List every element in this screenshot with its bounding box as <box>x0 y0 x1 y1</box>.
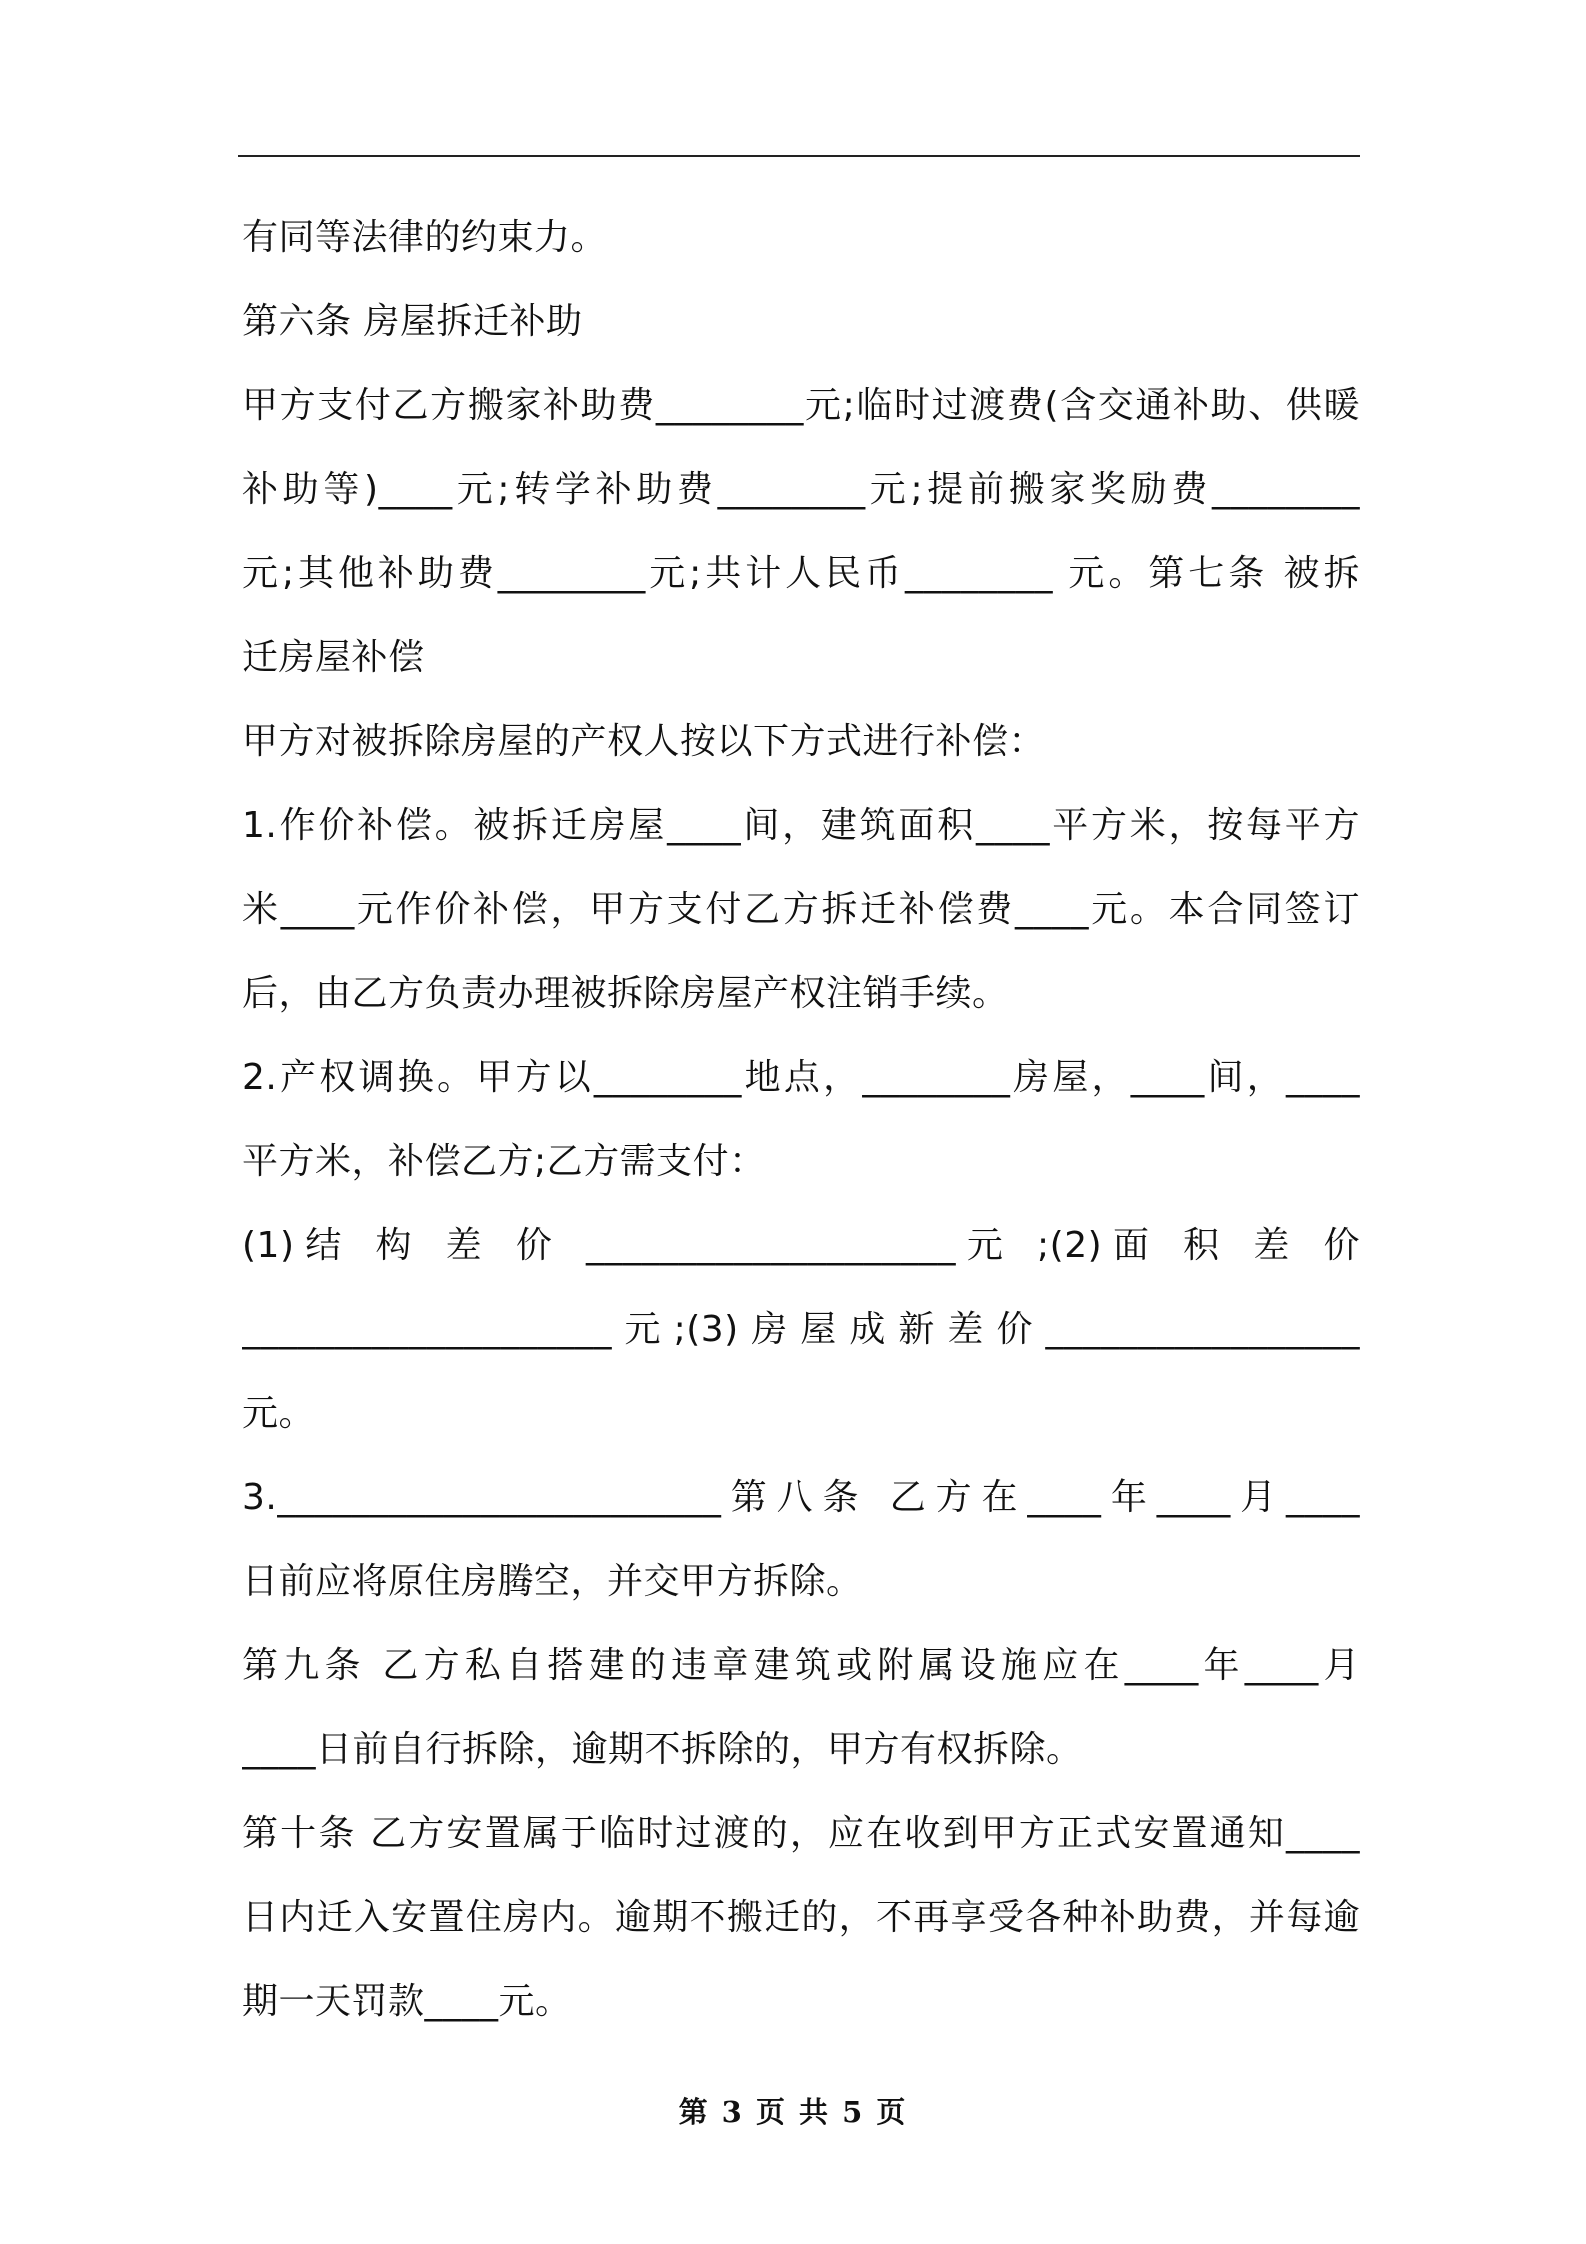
text-line: 2.产权调换。甲方以________地点，________房屋，____间，____ <box>242 1057 1360 1098</box>
header-divider <box>238 155 1360 157</box>
text-line: 米____元作价补偿，甲方支付乙方拆迁补偿费____元。本合同签订 <box>242 889 1360 930</box>
text-line: ____________________元;(3)房屋成新差价_________________ <box>242 1309 1360 1350</box>
text-line: 平方米，补偿乙方;乙方需支付： <box>242 1141 766 1182</box>
text-line: 3.________________________第八条 乙方在____年____月____ <box>242 1477 1360 1518</box>
text-line: 有同等法律的约束力。 <box>242 217 608 258</box>
text-line: 后，由乙方负责办理被拆除房屋产权注销手续。 <box>242 973 1009 1014</box>
text-line: 补助等)____元;转学补助费________元;提前搬家奖励费________ <box>242 469 1360 510</box>
text-line: ____日前自行拆除，逾期不拆除的，甲方有权拆除。 <box>242 1729 1083 1770</box>
section-heading: 迁房屋补偿 <box>242 637 425 678</box>
section-heading: 第六条 房屋拆迁补助 <box>242 301 583 342</box>
text-line: 第九条 乙方私自搭建的违章建筑或附属设施应在____年____月 <box>242 1645 1360 1686</box>
text-line: 甲方支付乙方搬家补助费________元;临时过渡费(含交通补助、供暖 <box>242 385 1360 426</box>
text-line: 期一天罚款____元。 <box>242 1981 572 2022</box>
text-line: 元。 <box>242 1393 316 1434</box>
text-line: 元;其他补助费________元;共计人民币________ 元。第七条 被拆 <box>242 553 1360 594</box>
text-line: 第十条 乙方安置属于临时过渡的，应在收到甲方正式安置通知____ <box>242 1813 1360 1854</box>
text-line: 甲方对被拆除房屋的产权人按以下方式进行补偿： <box>242 721 1046 762</box>
text-line: 日前应将原住房腾空，并交甲方拆除。 <box>242 1561 863 1602</box>
text-line: 日内迁入安置住房内。逾期不搬迁的，不再享受各种补助费，并每逾 <box>242 1897 1360 1938</box>
document-body <box>242 196 1360 2044</box>
text-line: 1.作价补偿。被拆迁房屋____间，建筑面积____平方米，按每平方 <box>242 805 1360 846</box>
page-number: 第 3 页 共 5 页 <box>678 2095 908 2129</box>
text-line: (1)结 构 差 价 ____________________元 ;(2)面 积 差 价 <box>242 1225 1360 1266</box>
